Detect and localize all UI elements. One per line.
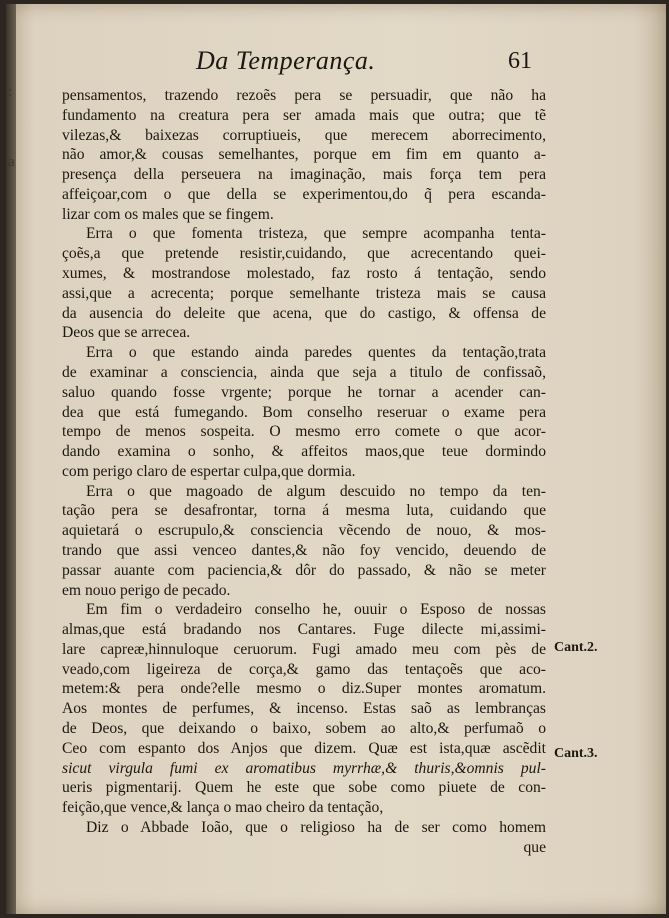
page-header [196, 46, 556, 80]
text-line: almas,que está bradando nos Cantares. Fuge dilecte mi,assimi- [62, 621, 546, 639]
text-line: trando que assi venceo dantes,& não foy vencido, deuendo de [62, 541, 546, 559]
text-line: feição,que vence,& lança o mao cheiro da tentação, [62, 799, 384, 817]
text-line: dea que está fumegando. Bom conselho reseruar o exame pera [62, 403, 546, 421]
text-line: lare capreæ,hinnuloque ceruorum. Fugi amado meu com pès de [62, 640, 546, 658]
text-line: tação pera se desafrontar, torna á mesma luta, cuidando que [62, 502, 546, 520]
text-line: Erra o que fomenta tristeza, que sempre acompanha tenta- [86, 225, 546, 243]
text-line: sicut virgula fumi ex aromatibus myrrhæ,& thuris,&omnis pul- [62, 759, 546, 777]
text-line: Em fim o verdadeiro conselho he, ouuir o Esposo de nossas [86, 601, 546, 619]
margin-note-cant-3: Cant.3. [554, 746, 598, 761]
running-title: Da Temperança. [196, 46, 376, 75]
text-line: xumes, & mostrandose molestado, faz rosto á tentação, sendo [62, 265, 546, 283]
book-page [6, 4, 666, 914]
text-line: Erra o que estando ainda paredes quentes da tentação,trata [86, 344, 546, 362]
text-line: passar auante com paciencia,& dôr do passado, & não se meter [62, 561, 546, 579]
text-line: com perigo claro de espertar culpa,que dormia. [62, 462, 356, 480]
text-line: de Deos, que deixando o baixo, sobem ao alto,& perfumaõ o [62, 720, 546, 737]
text-line: da ausencia do deleite que acena, que do castigo, & offensa de [62, 304, 546, 322]
binding-gutter [6, 4, 16, 914]
text-line: dando examina o sonho, & affeitos maos,que teue dormindo [62, 443, 546, 461]
text-line: çoẽs,a que pretende resistir,cuidando, que acrecentando quei- [62, 245, 546, 263]
text-line: saluo quando fosse vrgente; porque he tornar a acender can- [62, 383, 546, 401]
facing-page-fragment: a [8, 154, 15, 170]
text-line: lizar com os males que se fingem. [62, 205, 274, 223]
text-line: Diz o Abbade Ioão, que o religioso ha de ser como homem [86, 818, 546, 836]
body-text [62, 86, 546, 857]
margin-note-cant-2: Cant.2. [554, 640, 598, 655]
text-line: metem:& pera onde?elle mesmo o diz.Super montes aromatum. [62, 680, 546, 698]
facing-page-fragment: : [8, 84, 13, 100]
text-line: pensamentos, trazendo rezoẽs pera se persuadir, que não ha [62, 87, 546, 104]
text-line: Aos montes de perfumes, & incenso. Estas saõ as lembranças [62, 700, 546, 718]
text-line: Erra o que magoado de algum descuido no tempo da ten- [86, 482, 546, 500]
text-line: assi,que a acrecenta; porque semelhante tristeza mais se causa [62, 284, 546, 302]
text-line: affeiçoar,com o que della se experimentou,do q̃ pera escanda- [62, 185, 546, 203]
text-line: ueris pigmentarij. Quem he este que sobe como piuete de con- [62, 779, 546, 797]
text-line: fundamento na creatura pera ser amada mais que outra; que tẽ [62, 106, 546, 124]
text-line: aquietará o escrupulo,& consciencia vẽcendo de nouo, & mos- [62, 522, 546, 540]
text-line: em nouo perigo de pecado. [62, 581, 231, 599]
text-line: não amor,& cousas semelhantes, porque em fim em quanto a- [62, 146, 546, 164]
text-line: Deos que se arrecea. [62, 324, 191, 342]
text-line: de examinar a consciencia, ainda que seja a titulo de confissaõ, [62, 363, 546, 381]
catchword: que [523, 838, 546, 856]
page-number: 61 [508, 48, 532, 74]
text-line: Ceo com espanto dos Anjos que dizem. Quæ est ista,quæ ascẽdit [62, 739, 546, 757]
text-line: tempo de menos sospeita. O mesmo erro comete o que acor- [62, 423, 546, 441]
text-line: veado,com ligeireza de corça,& gamo das tentaçoẽs que aco- [62, 660, 546, 678]
text-line: presença della perseuera na imaginação, mais força tem pera [62, 166, 546, 184]
text-line: vilezas,& baixezas corruptiueis, que merecem aborrecimento, [62, 126, 546, 144]
